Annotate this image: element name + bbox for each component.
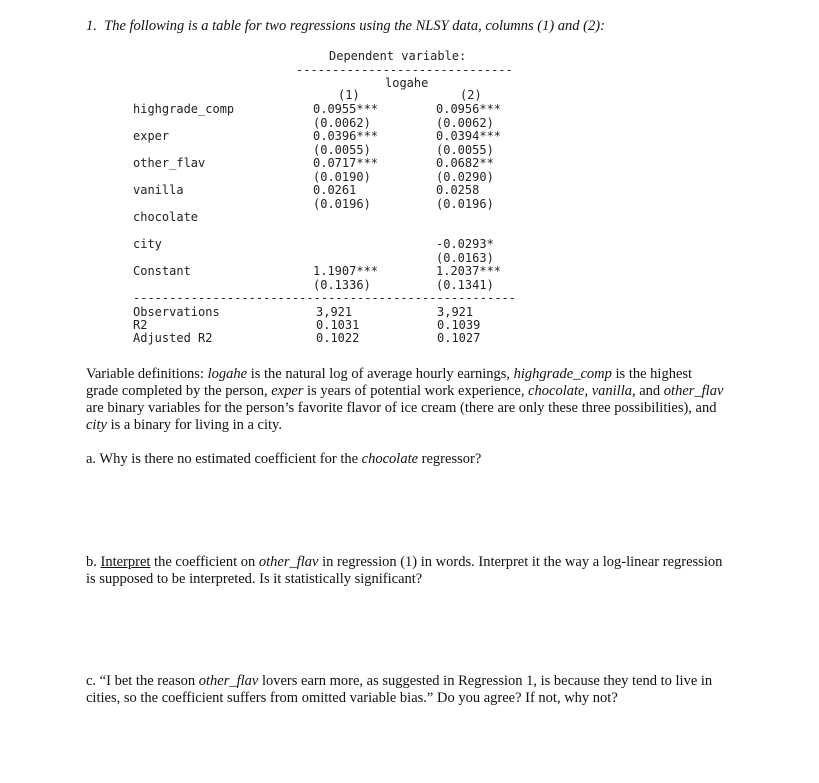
text: lovers earn more, as suggested in Regression 1, is because they tend to live in cities, so the coefficient suffers from omitted variable bias.” Do you agree? If not, why not? — [86, 673, 713, 706]
table-caption: Dependent variable: — [329, 49, 467, 63]
text: is the natural log of average hourly earnings, — [247, 366, 514, 382]
row-label: chocolate — [133, 210, 199, 224]
var-name: exper — [271, 383, 304, 399]
cell-col1: (0.0196) — [313, 196, 371, 211]
stat-col2: 0.1027 — [437, 331, 481, 345]
cell-col1: 0.0955*** — [313, 102, 379, 116]
variable-definitions — [86, 366, 726, 434]
cell-col2: (0.0196) — [436, 196, 494, 211]
text: the coefficient on — [150, 554, 259, 570]
table-separator: ----------------------------------------------------- — [133, 291, 516, 305]
text: in regression (1) in words. Interpret it the way a log-linear regression is supposed to be interpreted. Is it statistically significant? — [86, 554, 723, 587]
column-header-1: (1) — [338, 88, 360, 102]
cell-col2: 0.0258 — [436, 183, 480, 197]
text: c. “I bet the reason — [86, 673, 199, 689]
question-title: 1. The following is a table for two regressions using the NLSY data, columns (1) and (2): — [86, 18, 605, 34]
cell-col1: 0.0261 — [313, 183, 357, 197]
question-a — [86, 451, 726, 468]
stat-col2: 0.1039 — [437, 318, 481, 332]
row-label: city — [133, 237, 162, 251]
stat-col2: 3,921 — [437, 305, 474, 319]
cell-col1: 1.1907*** — [313, 264, 379, 278]
cell-col1: 0.0396*** — [313, 129, 379, 143]
caption-rule: ------------------------------ — [296, 63, 513, 77]
text: is years of potential work experience, — [303, 383, 529, 399]
cell-col1: (0.0190) — [313, 169, 371, 184]
text: and — [635, 383, 664, 399]
row-label: Constant — [133, 264, 191, 278]
var-name: highgrade_comp — [513, 366, 612, 382]
row-label: exper — [133, 129, 170, 143]
cell-col2: -0.0293* — [436, 237, 494, 251]
cell-col2: (0.0062) — [436, 115, 494, 130]
text: Variable definitions: — [86, 366, 208, 382]
stat-col1: 0.1031 — [316, 318, 360, 332]
row-label: other_flav — [133, 156, 206, 170]
text: b. — [86, 554, 101, 570]
cell-col1: (0.1336) — [313, 277, 371, 292]
cell-col2: 1.2037*** — [436, 264, 502, 278]
cell-col2: 0.0394*** — [436, 129, 502, 143]
cell-col2: (0.0163) — [436, 250, 494, 265]
stat-label: R2 — [133, 318, 148, 332]
stat-col1: 3,921 — [316, 305, 353, 319]
text: is the highest grade completed by the person, — [86, 366, 693, 399]
var-name: logahe — [207, 366, 248, 382]
var-name: other_flav — [258, 554, 319, 570]
text: a. Why is there no estimated coefficient for the — [86, 451, 362, 467]
cell-col2: 0.0956*** — [436, 102, 502, 116]
var-name: other_flav — [198, 673, 259, 689]
cell-col1: (0.0055) — [313, 142, 371, 157]
text: regressor? — [418, 451, 482, 467]
cell-col2: (0.0055) — [436, 142, 494, 157]
question-c — [86, 673, 726, 707]
cell-col2: (0.0290) — [436, 169, 494, 184]
cell-col2: (0.1341) — [436, 277, 494, 292]
stat-col1: 0.1022 — [316, 331, 360, 345]
cell-col1: (0.0062) — [313, 115, 371, 130]
question-b — [86, 554, 726, 588]
stat-label: Observations — [133, 305, 220, 319]
var-name: other_flav — [663, 383, 724, 399]
stat-label: Adjusted R2 — [133, 331, 213, 345]
cell-col1: 0.0717*** — [313, 156, 379, 170]
underlined-word: Interpret — [100, 554, 151, 570]
cell-col2: 0.0682** — [436, 156, 494, 170]
dependent-variable: logahe — [385, 76, 429, 90]
text: are binary variables for the person’s favorite flavor of ice cream (there are only these three possibilities), and — [86, 400, 717, 416]
row-label: highgrade_comp — [133, 102, 235, 116]
var-name: city — [86, 417, 107, 433]
column-header-2: (2) — [460, 88, 482, 102]
row-label: vanilla — [133, 183, 184, 197]
var-name: chocolate, vanilla, — [528, 383, 636, 399]
text: is a binary for living in a city. — [106, 417, 282, 433]
var-name: chocolate — [361, 451, 419, 467]
